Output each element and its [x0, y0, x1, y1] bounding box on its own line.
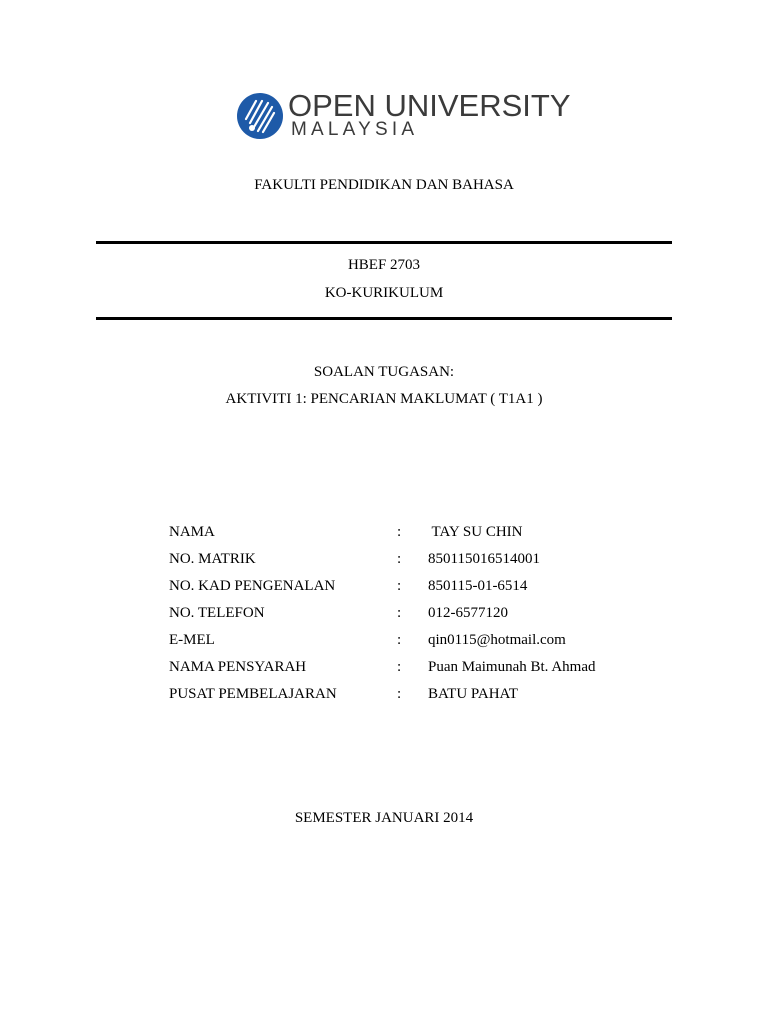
course-code: HBEF 2703: [347, 257, 421, 273]
course-name: KO-KURIKULUM: [324, 285, 444, 301]
detail-value: Puan Maimunah Bt. Ahmad: [428, 659, 596, 675]
detail-label: NO. MATRIK: [169, 551, 256, 567]
logo-text-line2: MALAYSIA: [291, 119, 419, 140]
detail-value: 012-6577120: [428, 605, 508, 621]
assignment-heading: SOALAN TUGASAN:: [313, 364, 455, 380]
top-divider: [96, 241, 672, 244]
detail-colon: :: [397, 659, 402, 675]
detail-colon: :: [397, 686, 402, 702]
detail-value: BATU PAHAT: [428, 686, 518, 702]
logo-text-line1: OPEN UNIVERSITY: [288, 88, 571, 123]
detail-colon: :: [397, 632, 402, 648]
university-logo: [236, 88, 571, 148]
detail-label: NAMA PENSYARAH: [169, 659, 307, 675]
detail-label: NAMA: [169, 524, 215, 540]
detail-label: NO. TELEFON: [169, 605, 265, 621]
assignment-title: AKTIVITI 1: PENCARIAN MAKLUMAT ( T1A1 ): [225, 391, 543, 407]
detail-label: E-MEL: [169, 632, 215, 648]
detail-value: 850115016514001: [428, 551, 540, 567]
detail-value: 850115-01-6514: [428, 578, 528, 594]
detail-colon: :: [397, 578, 402, 594]
detail-value: TAY SU CHIN: [428, 524, 523, 540]
semester: SEMESTER JANUARI 2014: [294, 810, 474, 826]
detail-colon: :: [397, 551, 402, 567]
detail-colon: :: [397, 605, 402, 621]
detail-label: PUSAT PEMBELAJARAN: [169, 686, 337, 702]
detail-value: qin0115@hotmail.com: [428, 632, 566, 648]
logo-emblem-icon: [236, 92, 284, 140]
detail-colon: :: [397, 524, 402, 540]
faculty-name: FAKULTI PENDIDIKAN DAN BAHASA: [254, 177, 514, 193]
bottom-divider: [96, 317, 672, 320]
detail-label: NO. KAD PENGENALAN: [169, 578, 336, 594]
